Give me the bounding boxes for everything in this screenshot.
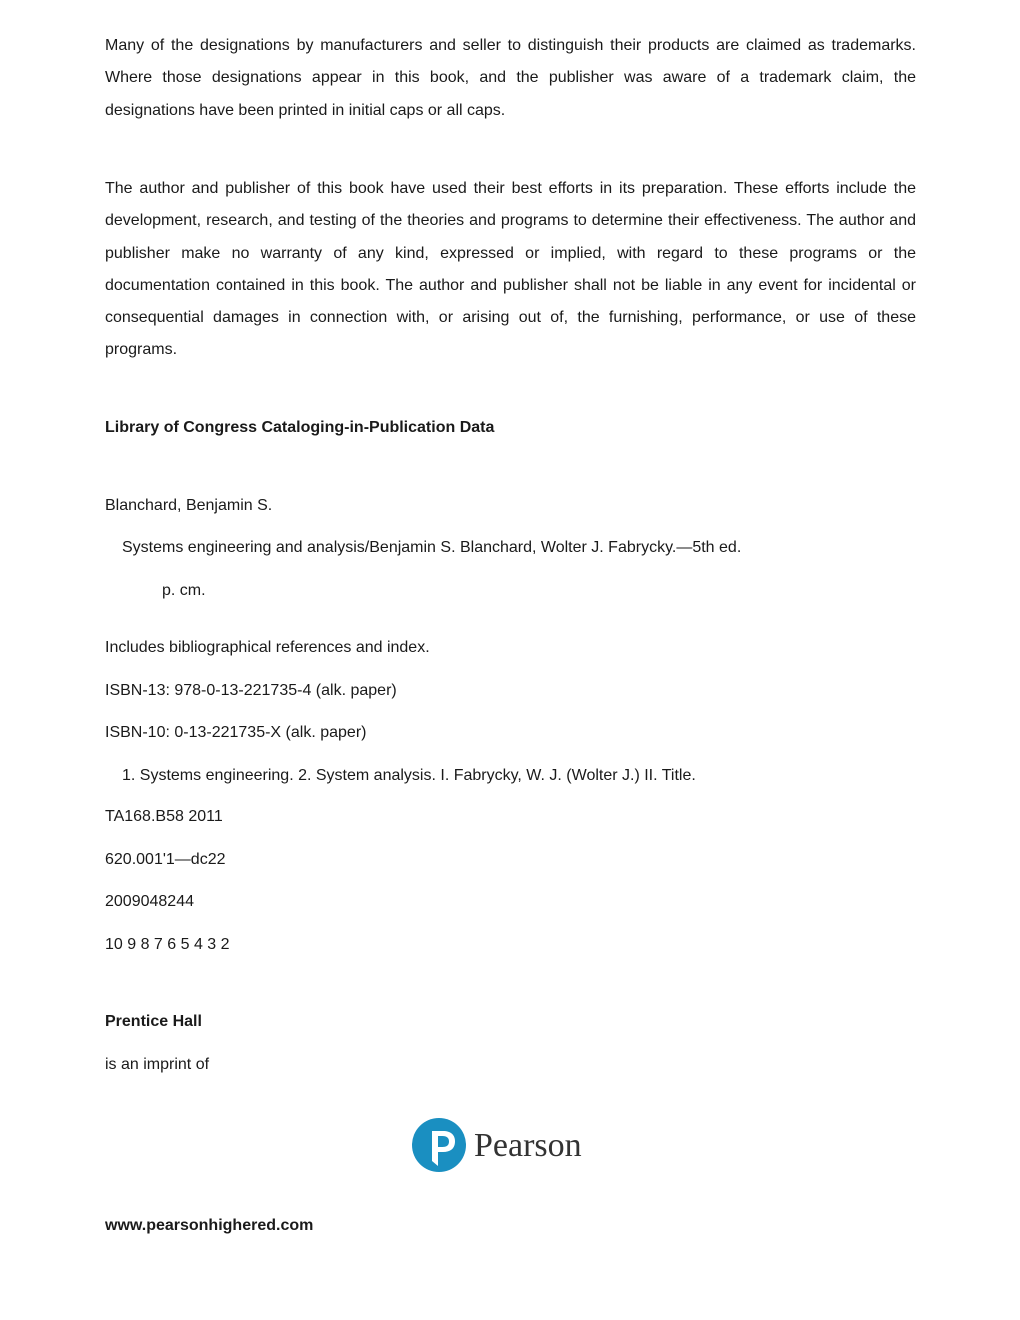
cip-isbn10: ISBN-10: 0-13-221735-X (alk. paper) [105,724,367,741]
trademark-notice: Many of the designations by manufacturers and seller to distinguish their products are claimed as trademarks. Where those designations appear in this book, and the publisher was aware of a trademark claim, the designations have been printed in initial caps or all caps. [105,37,916,119]
pearson-logo [412,1114,612,1176]
cip-lccn: 2009048244 [105,893,194,910]
cip-dewey: 620.001'1—dc22 [105,851,226,868]
cip-author: Blanchard, Benjamin S. [105,497,273,514]
cip-bibliography: Includes bibliographical references and index. [105,639,430,656]
cip-subjects: 1. Systems engineering. 2. System analysis. I. Fabrycky, W. J. (Wolter J.) II. Title. [122,767,696,784]
cip-heading: Library of Congress Cataloging-in-Publication Data [105,419,495,436]
pearson-logo-icon [412,1114,612,1176]
warranty-notice: The author and publisher of this book have used their best efforts in its preparation. These efforts include the development, research, and testing of the theories and programs to determine their effectiveness. The author and publisher make no warranty of any kind, expressed or implied, with regard to these programs or the documentation contained in this book. The author and publisher shall not be liable in any event for incidental or consequential damages in connection with, or arising out of, the furnishing, performance, or use of these programs. [105,180,916,359]
cip-physical: p. cm. [162,582,206,599]
pearson-logo-text: Pearson [474,1127,582,1164]
cip-printing: 10 9 8 7 6 5 4 3 2 [105,936,230,953]
imprint-name: Prentice Hall [105,1013,202,1030]
website-link[interactable]: www.pearsonhighered.com [105,1217,314,1234]
cip-isbn13: ISBN-13: 978-0-13-221735-4 (alk. paper) [105,682,397,699]
imprint-note: is an imprint of [105,1056,210,1073]
cip-title-line: Systems engineering and analysis/Benjamin S. Blanchard, Wolter J. Fabrycky.—5th ed. [122,539,742,556]
cip-lc-class: TA168.B58 2011 [105,808,223,825]
